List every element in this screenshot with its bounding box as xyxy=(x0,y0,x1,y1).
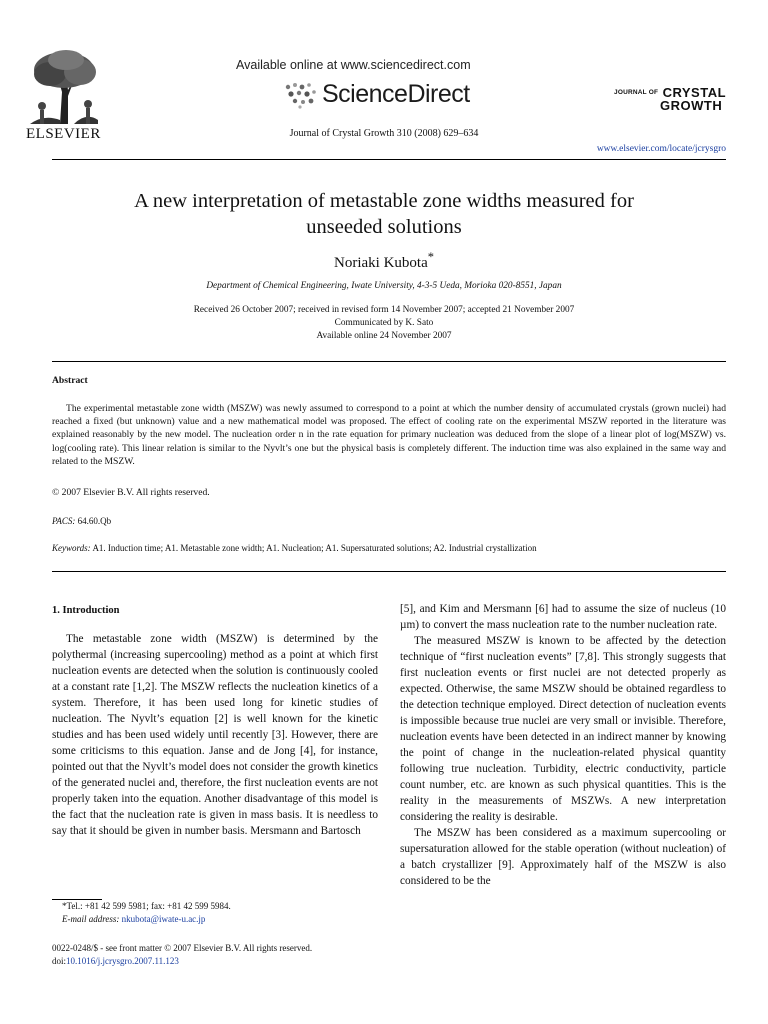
intro-paragraph-2: The measured MSZW is known to be affected by the detection technique of “first nucleation events” [7,8]. This strongly suggests that first nucleation events or first nuclei are not detected properly as expected. Otherwise, the same MSZW should be obtained regardless to the detection technique employed. Direct detection of nucleation events is impossible because true nuclei are very small or invisible. Therefore, nucleation events have been detected in an indirect manner by knowing the point of change in the nucleation-related physical quantity following true nucleation. Turbidity, electric conductivity, particle count number, etc. are known as such physical quantities. This is the reality in the measurements of MSZWs. A new interpretation considering the reality is desirable. xyxy=(400,635,726,823)
intro-paragraph-1: The metastable zone width (MSZW) is determined by the polythermal (increasing supercooling) method as a point at which first nucleation events are detected when the solution is continuously cooled at a constant rate [1,2]. The MSZW reflects the nucleation kinetics of a system. Therefore, it has been used long for kinetic studies of nucleation. The Nyvlt’s equation [2] is well known for the kinetic studies and has been used widely until recently [3]. However, there are some criticisms to this equation. Janse and de Jong [4], for instance, pointed out that the Nyvlt’s model does not consider the growth kinetics of the generated nuclei and, therefore, the first nucleation events are not properly taken into the equation. Another disadvantage of this model is the fact that the nucleation rate is given in mass basis. It is needless to say that it should be given in number basis. Mersmann and Bartosch xyxy=(52,633,378,837)
journal-url-link[interactable]: www.elsevier.com/locate/jcrysgro xyxy=(596,144,726,154)
intro-paragraph-3: The MSZW has been considered as a maximum supercooling or supersaturation allowed for the stable operation (without nucleation) of a batch crystallizer [9]. Approximately half of the MSZW is also considered to be the xyxy=(400,827,726,887)
communicated-by: Communicated by K. Sato xyxy=(334,318,434,328)
journal-logo-growth: GROWTH xyxy=(660,98,723,113)
author-footnote xyxy=(62,900,231,926)
email-link[interactable]: nkubota@iwate-u.ac.jp xyxy=(121,914,206,924)
paper-title xyxy=(60,188,708,240)
elsevier-tree-logo-icon xyxy=(24,48,102,126)
sciencedirect-logo xyxy=(282,80,470,109)
sciencedirect-dots-icon xyxy=(282,81,320,109)
front-matter-line: 0022-0248/$ - see front matter © 2007 Elsevier B.V. All rights reserved. xyxy=(52,943,313,953)
paper-title-line1: A new interpretation of metastable zone widths measured for xyxy=(134,190,634,212)
available-online-text: Available online at www.sciencedirect.com xyxy=(236,58,471,72)
author-name xyxy=(0,250,768,272)
section-heading-introduction: 1. Introduction xyxy=(52,605,120,616)
article-history xyxy=(0,304,768,343)
author-affiliation: Department of Chemical Engineering, Iwate University, 4-3-5 Ueda, Morioka 020-8551, Japan xyxy=(206,281,562,291)
abstract-copyright: © 2007 Elsevier B.V. All rights reserved. xyxy=(52,487,210,498)
pacs-line xyxy=(52,516,111,526)
journal-logo-small: JOURNAL OF xyxy=(614,89,659,96)
doi-link[interactable]: 10.1016/j.jcrysgro.2007.11.123 xyxy=(66,956,179,966)
right-column xyxy=(400,601,726,889)
pacs-label: PACS: xyxy=(52,516,76,526)
paper-title-line2: unseeded solutions xyxy=(306,216,462,238)
abstract-top-divider xyxy=(52,361,726,362)
author-footnote-mark[interactable]: * xyxy=(427,250,434,264)
header-divider xyxy=(52,159,726,160)
intro-paragraph-1-continued: [5], and Kim and Mersmann [6] had to assume the size of nucleus (10 µm) to convert the mass nucleation rate to the number nucleation rate. xyxy=(400,603,726,631)
left-column xyxy=(52,603,378,839)
journal-logo xyxy=(614,86,726,112)
footnote-tel: *Tel.: +81 42 599 5981; fax: +81 42 599 5984. xyxy=(62,901,231,911)
received-dates: Received 26 October 2007; received in revised form 14 November 2007; accepted 21 November 2007 xyxy=(193,305,575,315)
doi-line xyxy=(52,955,312,968)
keywords-value: A1. Induction time; A1. Metastable zone width; A1. Nucleation; A1. Supersaturated solutions; A2. Industrial crystallization xyxy=(92,543,537,553)
journal-logo-crystal: CRYSTAL xyxy=(662,85,727,100)
email-label: E-mail address: xyxy=(62,914,120,924)
keywords-line xyxy=(52,543,726,553)
keywords-label: Keywords: xyxy=(52,543,91,553)
abstract-body: The experimental metastable zone width (MSZW) was newly assumed to correspond to a point at which the number density of accumulated crystals (grown nuclei) had reached a fixed (but unknown) value and a new mathematical model was proposed. The effect of cooling rate on the experimental MSZW reported in the literature was explained reasonably by the new model. The nucleation order n in the rate equation for primary nucleation was deduced from the slope of a linear plot of log(MSZW) vs. log(cooling rate). This linear relation is similar to the Nyvlt’s one but the physical basis is completely different. The induction time was also explained in the same way and related to the MSZW. xyxy=(52,403,726,467)
sciencedirect-wordmark: ScienceDirect xyxy=(322,80,470,108)
footnote-email-line xyxy=(62,913,231,926)
abstract-bottom-divider xyxy=(52,571,726,572)
abstract-heading: Abstract xyxy=(52,375,88,386)
available-online-date: Available online 24 November 2007 xyxy=(316,331,452,341)
front-matter xyxy=(52,942,312,968)
doi-label: doi: xyxy=(52,956,67,966)
pacs-value: 64.60.Qb xyxy=(77,516,112,526)
author-name-text: Noriaki Kubota xyxy=(334,255,428,271)
journal-citation: Journal of Crystal Growth 310 (2008) 629–634 xyxy=(289,128,479,139)
publisher-name: ELSEVIER xyxy=(26,126,101,142)
